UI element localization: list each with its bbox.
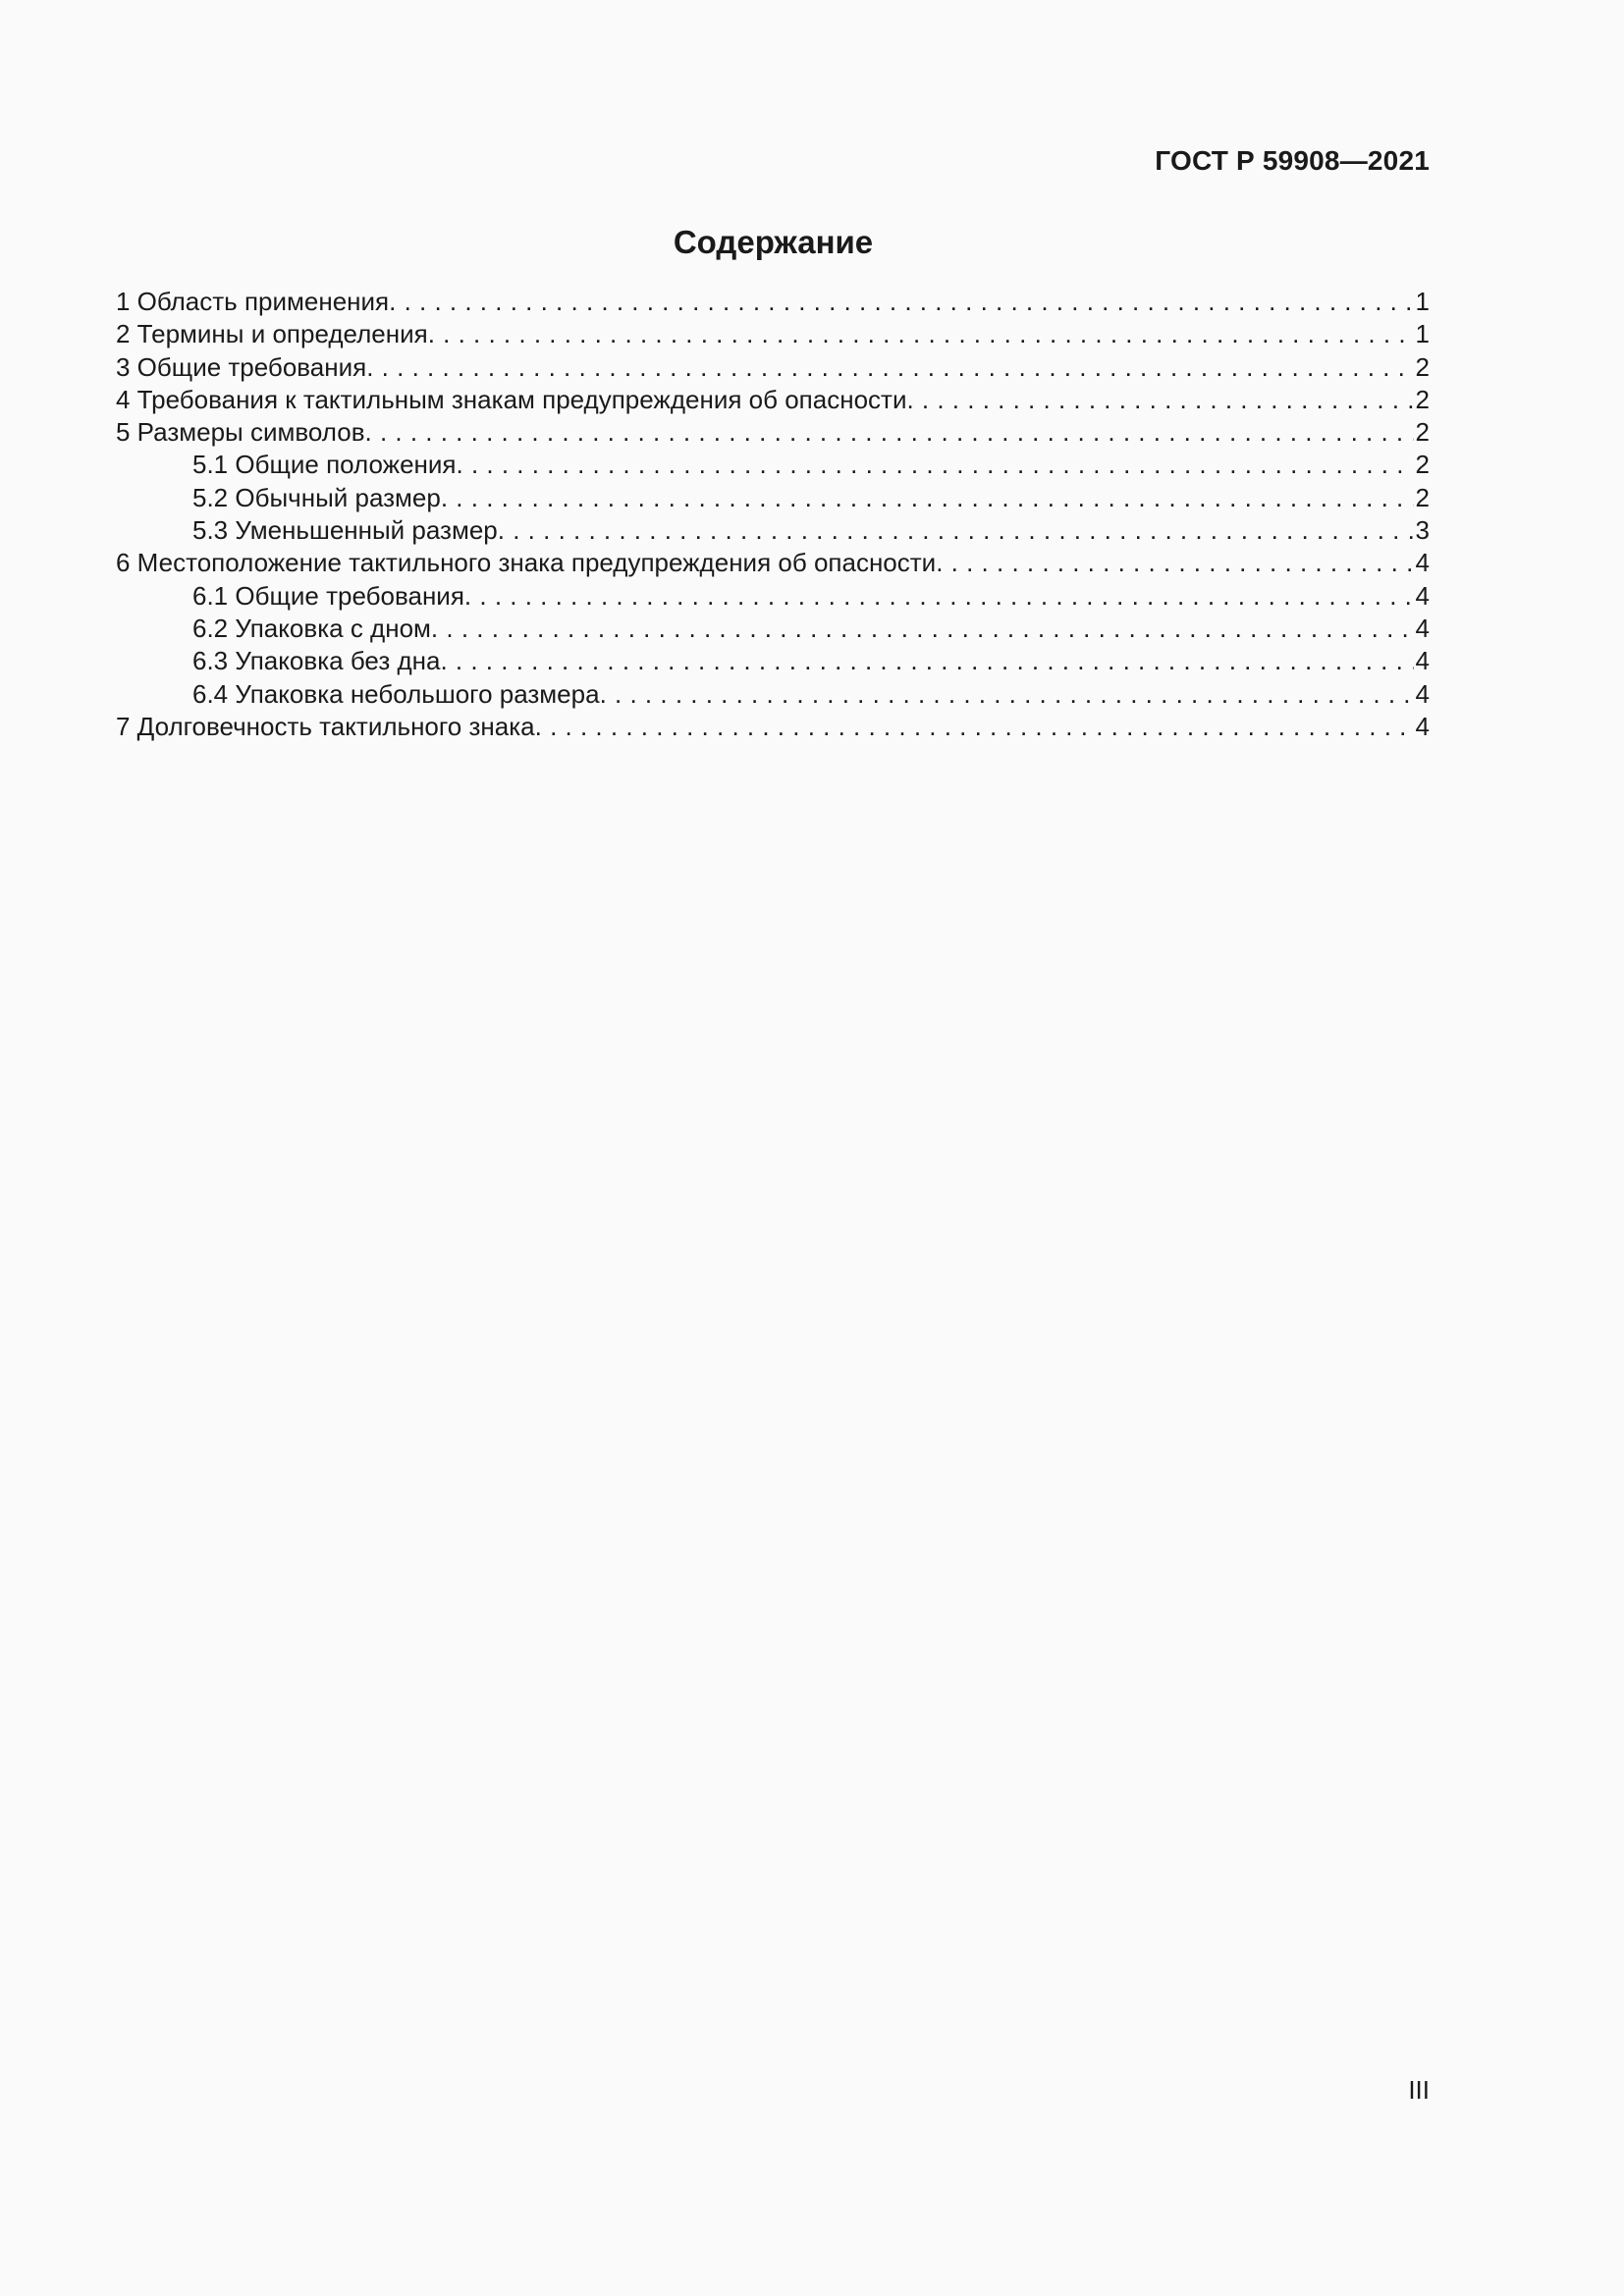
toc-entry-label: 5.1 Общие положения bbox=[192, 450, 457, 480]
toc-entry-label: 7 Долговечность тактильного знака bbox=[116, 711, 535, 741]
toc-entry-label: 6.1 Общие требования bbox=[192, 580, 464, 611]
table-of-contents bbox=[116, 286, 1430, 743]
dot-leader bbox=[498, 514, 1414, 547]
toc-entry-label: 6.2 Упаковка с дном bbox=[192, 613, 431, 643]
toc-entry-page: 3 bbox=[1415, 515, 1430, 546]
toc-entry[interactable] bbox=[116, 286, 1430, 318]
toc-entry-page: 4 bbox=[1415, 711, 1430, 741]
toc-entry[interactable] bbox=[116, 547, 1430, 579]
toc-subentry[interactable] bbox=[116, 482, 1430, 514]
toc-entry-label: 5 Размеры символов bbox=[116, 417, 365, 448]
page-number: III bbox=[1408, 2075, 1430, 2105]
dot-leader bbox=[428, 318, 1414, 350]
dot-leader bbox=[457, 449, 1414, 481]
toc-entry-page: 2 bbox=[1415, 450, 1430, 480]
toc-subentry[interactable] bbox=[116, 580, 1430, 613]
toc-entry-page: 4 bbox=[1415, 678, 1430, 709]
toc-entry[interactable] bbox=[116, 318, 1430, 350]
toc-entry-page: 1 bbox=[1415, 287, 1430, 316]
dot-leader bbox=[936, 547, 1413, 579]
toc-entry-label: 6.4 Упаковка небольшого размера bbox=[192, 678, 600, 709]
toc-subentry[interactable] bbox=[116, 514, 1430, 547]
toc-entry-label: 6 Местоположение тактильного знака предупреждения об опасности bbox=[116, 548, 937, 578]
toc-subentry[interactable] bbox=[116, 613, 1430, 645]
toc-entry[interactable] bbox=[116, 711, 1430, 743]
toc-entry-label: 6.3 Упаковка без дна bbox=[192, 646, 441, 676]
toc-entry[interactable] bbox=[116, 351, 1430, 384]
toc-entry-label: 2 Термины и определения bbox=[116, 319, 428, 349]
dot-leader bbox=[600, 678, 1414, 711]
toc-entry-page: 2 bbox=[1415, 384, 1430, 414]
toc-entry-label: 5.2 Обычный размер bbox=[192, 482, 441, 512]
toc-subentry[interactable] bbox=[116, 678, 1430, 711]
toc-entry-label: 4 Требования к тактильным знакам предупреждения об опасности bbox=[116, 384, 907, 414]
dot-leader bbox=[464, 580, 1414, 613]
toc-entry[interactable] bbox=[116, 384, 1430, 416]
toc-entry-page: 4 bbox=[1415, 548, 1430, 578]
dot-leader bbox=[365, 416, 1414, 449]
toc-entry-page: 1 bbox=[1415, 319, 1430, 349]
toc-subentry[interactable] bbox=[116, 449, 1430, 481]
dot-leader bbox=[440, 645, 1413, 677]
toc-subentry[interactable] bbox=[116, 645, 1430, 677]
dot-leader bbox=[366, 351, 1413, 384]
dot-leader bbox=[535, 711, 1414, 743]
toc-entry-page: 2 bbox=[1415, 417, 1430, 448]
toc-entry-label: 3 Общие требования bbox=[116, 351, 367, 382]
toc-entry-page: 4 bbox=[1415, 580, 1430, 611]
toc-entry[interactable] bbox=[116, 416, 1430, 449]
toc-entry-page: 2 bbox=[1415, 482, 1430, 512]
dot-leader bbox=[389, 286, 1413, 318]
toc-entry-page: 4 bbox=[1415, 613, 1430, 643]
document-code: ГОСТ Р 59908—2021 bbox=[1155, 145, 1430, 176]
toc-entry-page: 2 bbox=[1415, 351, 1430, 382]
dot-leader bbox=[431, 613, 1414, 645]
toc-entry-label: 1 Область применения bbox=[116, 287, 390, 316]
toc-title: Содержание bbox=[673, 224, 874, 260]
dot-leader bbox=[441, 482, 1414, 514]
toc-entry-label: 5.3 Уменьшенный размер bbox=[192, 515, 498, 546]
dot-leader bbox=[906, 384, 1413, 416]
toc-entry-page: 4 bbox=[1415, 646, 1430, 676]
